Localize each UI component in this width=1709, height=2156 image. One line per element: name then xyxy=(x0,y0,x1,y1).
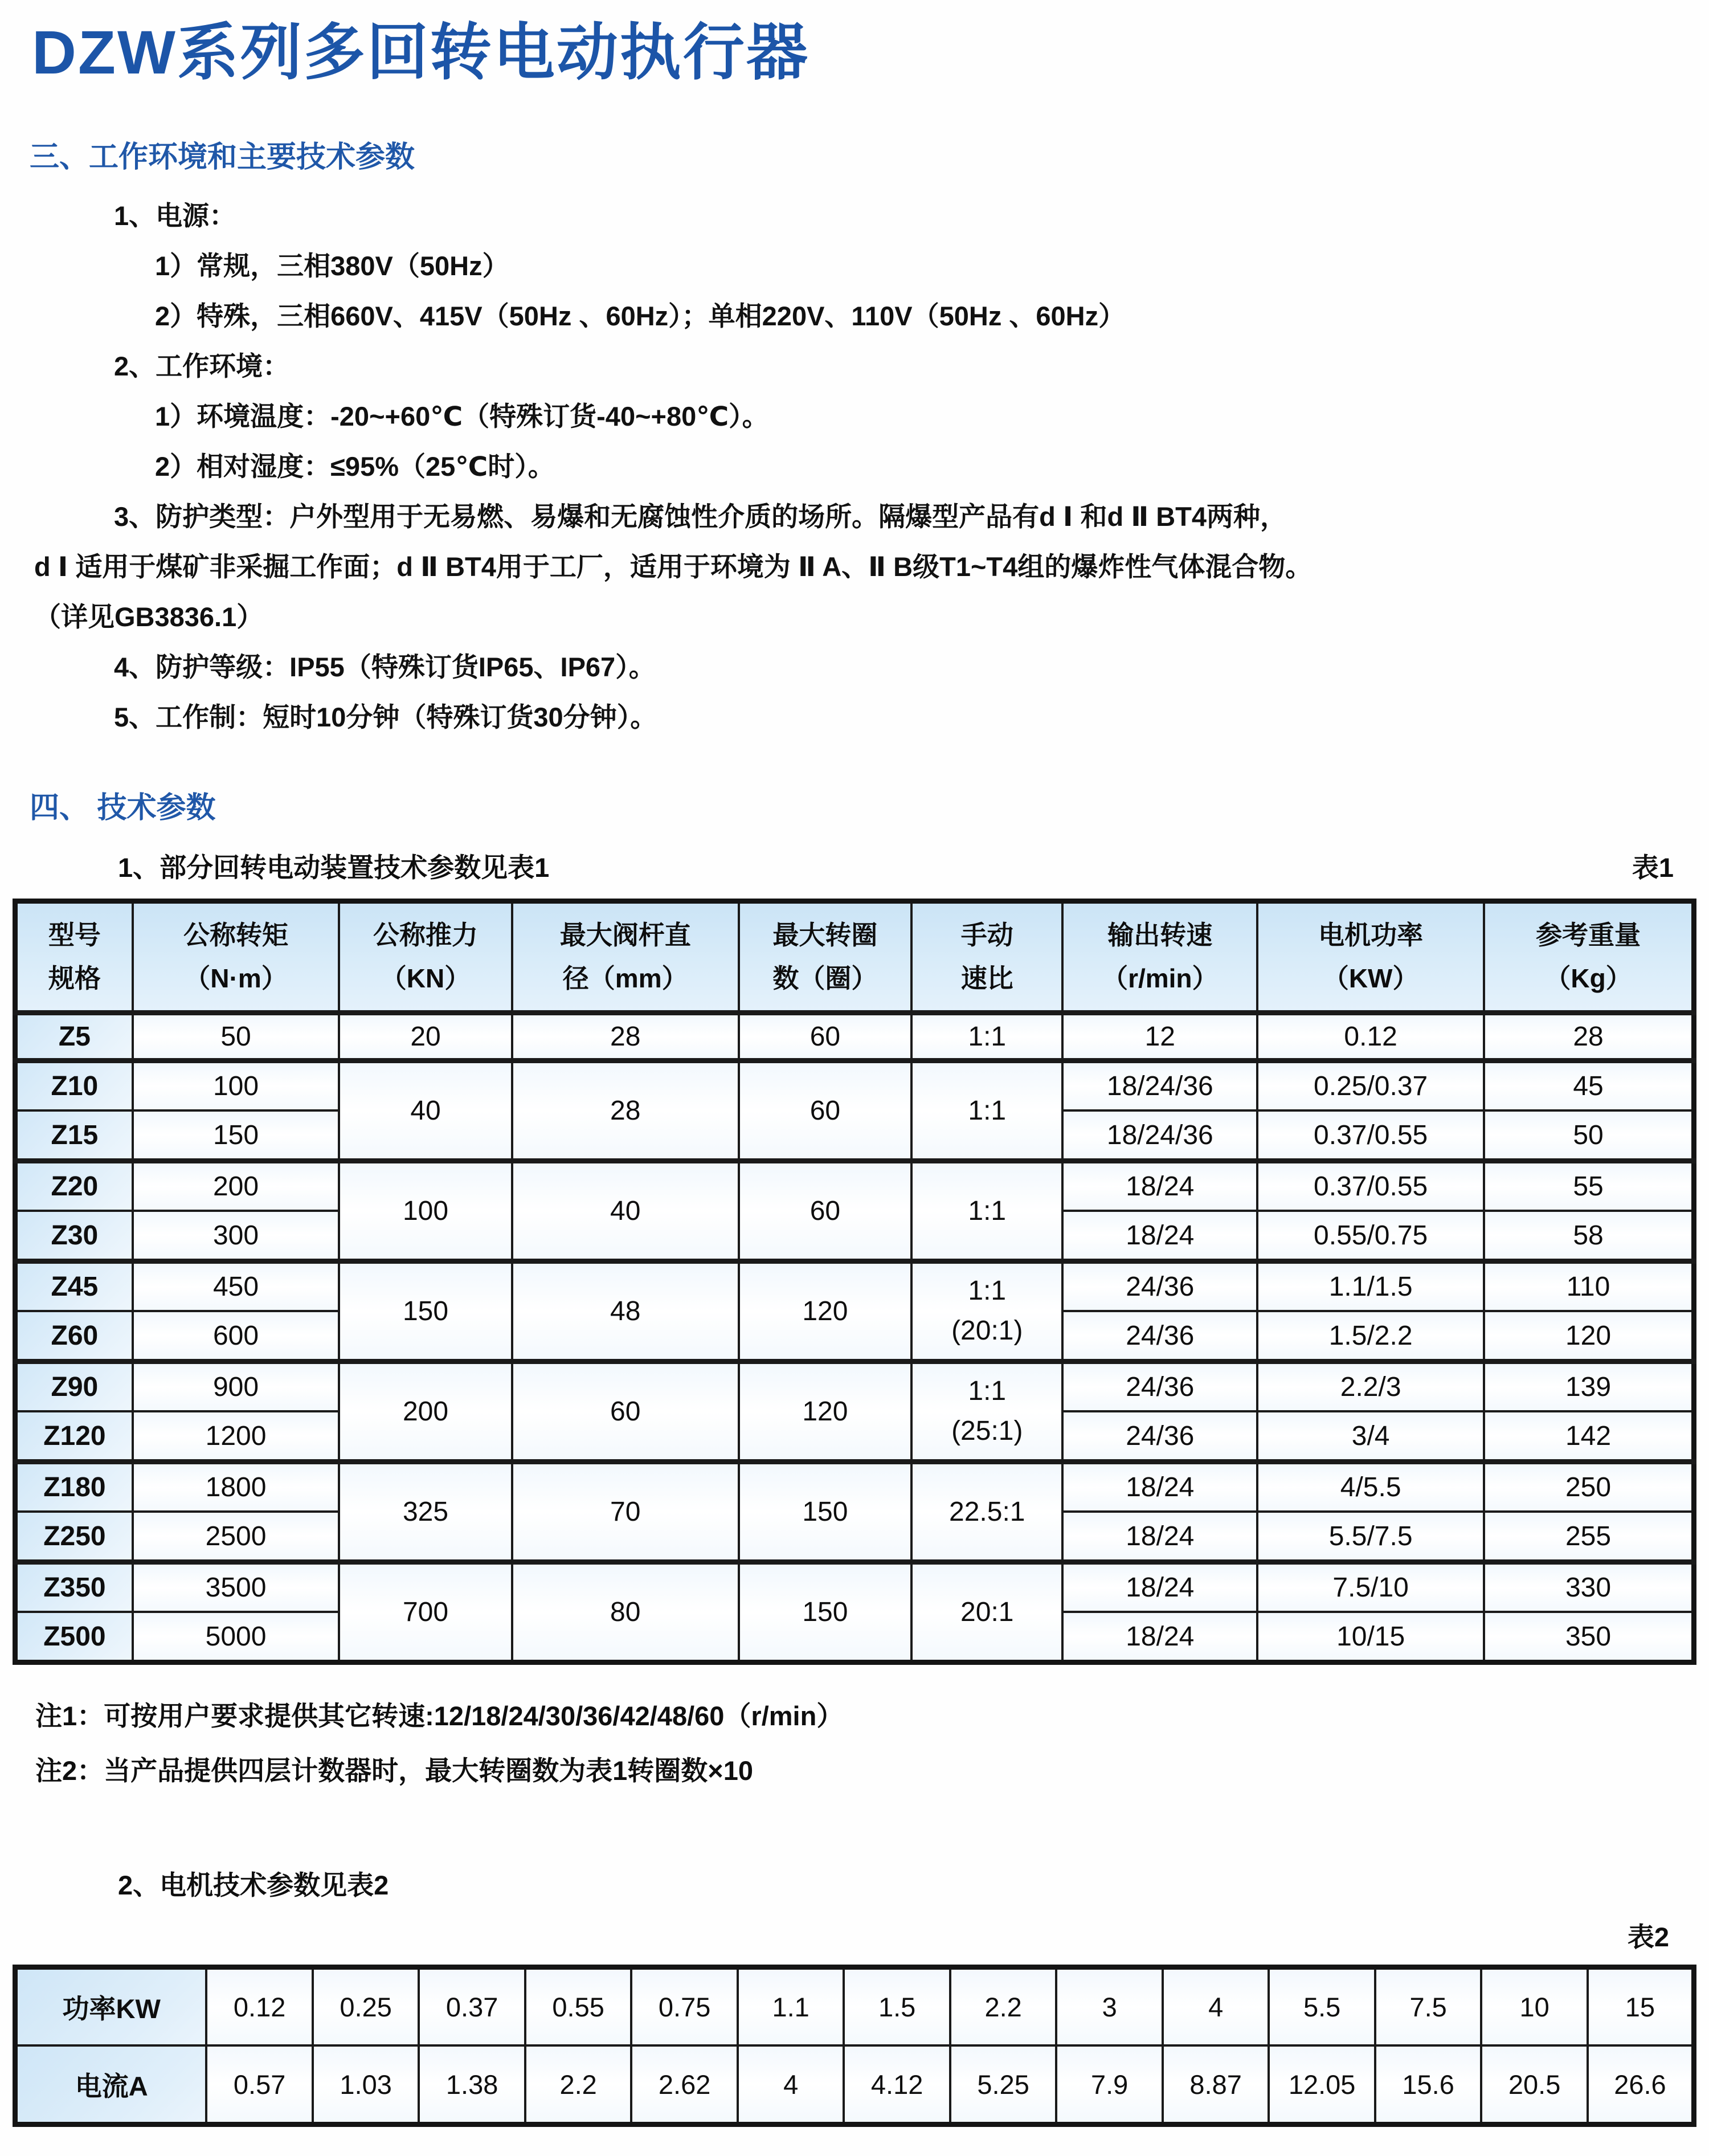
table1-data-cell: 255 xyxy=(1484,1512,1694,1562)
table1-data-cell: 55 xyxy=(1484,1161,1694,1211)
table2-data-cell: 3 xyxy=(1056,1967,1163,2045)
header-line: 公称转矩 xyxy=(183,920,289,950)
header-line: 电机功率 xyxy=(1318,920,1424,950)
header-line: 型号 xyxy=(48,920,101,950)
model-cell: Z20 xyxy=(15,1161,133,1211)
table2-data-cell: 12.05 xyxy=(1269,2045,1375,2124)
table1-header-cell xyxy=(133,901,339,1012)
table2-data-cell: 1.38 xyxy=(419,2045,525,2124)
header-line: 径（mm） xyxy=(562,963,688,994)
table1-data-cell: 200 xyxy=(133,1161,339,1211)
table1-data-cell: 18/24/36 xyxy=(1062,1060,1257,1110)
table1-data-cell: 20:1 xyxy=(911,1562,1062,1662)
table1-data-cell: 40 xyxy=(339,1060,512,1161)
table2-data-cell: 4 xyxy=(738,2045,844,2124)
table2-data-cell: 15 xyxy=(1588,1967,1694,2045)
spec-text-line: 2、工作环境： xyxy=(114,351,290,382)
table1-row xyxy=(15,1261,1694,1311)
table1-data-cell: 50 xyxy=(133,1012,339,1060)
table1-data-cell: 150 xyxy=(339,1261,512,1361)
table2-data-cell: 5.5 xyxy=(1269,1967,1375,2045)
table1-row xyxy=(15,1361,1694,1411)
table1-data-cell: 4/5.5 xyxy=(1257,1461,1484,1512)
model-cell: Z120 xyxy=(15,1411,133,1461)
table2-body xyxy=(15,1967,1694,2124)
table1-row xyxy=(15,1012,1694,1060)
table1-data-cell: 1800 xyxy=(133,1461,339,1512)
motor-parameters-table xyxy=(13,1965,1696,2127)
table1-data-cell: 300 xyxy=(133,1211,339,1261)
model-cell: Z5 xyxy=(15,1012,133,1060)
model-cell: Z180 xyxy=(15,1461,133,1512)
table1-row xyxy=(15,1562,1694,1612)
table1-data-cell: 330 xyxy=(1484,1562,1694,1612)
table1-data-cell: 700 xyxy=(339,1562,512,1662)
table1-data-cell: 10/15 xyxy=(1257,1612,1484,1662)
table1-data-cell: 60 xyxy=(739,1161,912,1261)
table1-header-cell xyxy=(739,901,912,1012)
table1-header-cell xyxy=(1062,901,1257,1012)
spec-text-line: 3、防护类型：户外型用于无易燃、易爆和无腐蚀性介质的场所。隔爆型产品有d Ⅰ 和d Ⅱ BT4两种， xyxy=(114,501,1287,532)
table2-data-cell: 0.25 xyxy=(313,1967,419,2045)
table1-body xyxy=(15,1012,1694,1662)
table1-data-cell: 58 xyxy=(1484,1211,1694,1261)
table1-caption-row xyxy=(13,847,1674,885)
table1-data-cell: 20 xyxy=(339,1012,512,1060)
table1-data-cell: 1.1/1.5 xyxy=(1257,1261,1484,1311)
model-cell: Z15 xyxy=(15,1110,133,1161)
table2-data-cell: 0.37 xyxy=(419,1967,525,2045)
table2-data-cell: 2.62 xyxy=(631,2045,738,2124)
table1-data-cell: 200 xyxy=(339,1361,512,1461)
table2-data-cell: 2.2 xyxy=(950,1967,1057,2045)
table2-data-cell: 1.1 xyxy=(738,1967,844,2045)
header-line: （N·m） xyxy=(184,963,288,994)
header-line: 最大阀杆直 xyxy=(559,920,691,950)
table1-caption: 1、部分回转电动装置技术参数见表1 xyxy=(118,852,550,883)
table1-header-cell xyxy=(911,901,1062,1012)
table1-header-cell xyxy=(1257,901,1484,1012)
table1-data-cell: 450 xyxy=(133,1261,339,1311)
table1-label: 表1 xyxy=(1632,852,1674,883)
table2-row xyxy=(15,2045,1694,2124)
note-line: 注2：当产品提供四层计数器时，最大转圈数为表1转圈数×10 xyxy=(35,1755,754,1786)
table2-row-label: 功率KW xyxy=(15,1967,207,2045)
table2-caption: 2、电机技术参数见表2 xyxy=(118,1869,389,1900)
header-line: （r/min） xyxy=(1102,963,1219,994)
table2-data-cell: 26.6 xyxy=(1588,2045,1694,2124)
table1-data-cell: 5.5/7.5 xyxy=(1257,1512,1484,1562)
model-cell: Z250 xyxy=(15,1512,133,1562)
table1-data-cell: 18/24 xyxy=(1062,1461,1257,1512)
table1-data-cell: 18/24 xyxy=(1062,1512,1257,1562)
table1-data-cell: 24/36 xyxy=(1062,1411,1257,1461)
table1-data-cell: 60 xyxy=(739,1060,912,1161)
model-cell: Z60 xyxy=(15,1311,133,1361)
model-cell: Z350 xyxy=(15,1562,133,1612)
table1-data-cell: 0.37/0.55 xyxy=(1257,1110,1484,1161)
table1-data-cell: 28 xyxy=(512,1060,739,1161)
table1-data-cell: 150 xyxy=(739,1461,912,1562)
table1-data-cell: 50 xyxy=(1484,1110,1694,1161)
table1-data-cell: 24/36 xyxy=(1062,1361,1257,1411)
header-line: （KW） xyxy=(1322,963,1419,994)
table1-data-cell: 0.25/0.37 xyxy=(1257,1060,1484,1110)
table2-data-cell: 2.2 xyxy=(525,2045,632,2124)
table2-data-cell: 7.5 xyxy=(1375,1967,1482,2045)
note-line: 注1：可按用户要求提供其它转速:12/18/24/30/36/42/48/60（r/min） xyxy=(35,1700,844,1731)
table2-data-cell: 0.55 xyxy=(525,1967,632,2045)
header-line: 规格 xyxy=(48,963,101,994)
table1-data-cell: 28 xyxy=(512,1012,739,1060)
table1-data-cell: 100 xyxy=(339,1161,512,1261)
section-heading-working-environment: 三、工作环境和主要技术参数 xyxy=(30,141,415,174)
table2-data-cell: 10 xyxy=(1481,1967,1588,2045)
header-line: 数（圈） xyxy=(772,963,878,994)
table1-data-cell: 40 xyxy=(512,1161,739,1261)
table1-data-cell: 48 xyxy=(512,1261,739,1361)
table1-header-cell xyxy=(512,901,739,1012)
section-heading-technical-parameters: 四、 技术参数 xyxy=(30,791,216,825)
table1-data-cell: 900 xyxy=(133,1361,339,1411)
table2-data-cell: 1.5 xyxy=(844,1967,950,2045)
spec-text-line: 2）相对湿度：≤95%（25℃时）。 xyxy=(155,451,555,482)
page-title: DZW系列多回转电动执行器 xyxy=(32,18,809,87)
table1-data-cell: 18/24 xyxy=(1062,1562,1257,1612)
table1-data-cell: 150 xyxy=(739,1562,912,1662)
spec-text-line: 1）环境温度：-20~+60℃（特殊订货-40~+80℃）。 xyxy=(155,401,769,432)
table1-data-cell: 12 xyxy=(1062,1012,1257,1060)
table1-header-cell xyxy=(339,901,512,1012)
table1-data-cell: 60 xyxy=(739,1012,912,1060)
model-cell: Z30 xyxy=(15,1211,133,1261)
table1-row xyxy=(15,1461,1694,1512)
header-line: （Kg） xyxy=(1544,963,1632,994)
table2-data-cell: 0.75 xyxy=(631,1967,738,2045)
table1-data-cell: 2500 xyxy=(133,1512,339,1562)
table1-data-cell: 0.12 xyxy=(1257,1012,1484,1060)
table1-data-cell: 3500 xyxy=(133,1562,339,1612)
actuator-parameters-table xyxy=(13,899,1696,1665)
table1-row xyxy=(15,1161,1694,1211)
table1-data-cell: 1:1 xyxy=(911,1060,1062,1161)
table1-data-cell: 2.2/3 xyxy=(1257,1361,1484,1411)
table1-data-cell: 70 xyxy=(512,1461,739,1562)
table1-data-cell: 139 xyxy=(1484,1361,1694,1411)
table2-data-cell: 4.12 xyxy=(844,2045,950,2124)
table2-data-cell: 15.6 xyxy=(1375,2045,1482,2124)
table2-row-label: 电流A xyxy=(15,2045,207,2124)
spec-text-block xyxy=(13,191,1696,742)
table2-data-cell: 4 xyxy=(1163,1967,1269,2045)
table1-data-cell: 60 xyxy=(512,1361,739,1461)
model-cell: Z500 xyxy=(15,1612,133,1662)
table1-data-cell: 80 xyxy=(512,1562,739,1662)
model-cell: Z45 xyxy=(15,1261,133,1311)
cell-line: 1:1 xyxy=(968,1276,1007,1306)
table1-data-cell: 325 xyxy=(339,1461,512,1562)
table1-data-cell: 7.5/10 xyxy=(1257,1562,1484,1612)
table1-data-cell: 120 xyxy=(739,1261,912,1361)
table1-data-cell: 150 xyxy=(133,1110,339,1161)
table1-data-cell: 0.55/0.75 xyxy=(1257,1211,1484,1261)
spec-text-line: d Ⅰ 适用于煤矿非采掘工作面；d Ⅱ BT4用于工厂，适用于环境为 Ⅱ A、Ⅱ B级T1~T4组的爆炸性气体混合物。 xyxy=(34,552,1313,582)
spec-text-line: 2）特殊，三相660V、415V（50Hz 、60Hz）；单相220V、110V（50Hz 、60Hz） xyxy=(155,301,1126,332)
table1-data-cell: 22.5:1 xyxy=(911,1461,1062,1562)
table1-data-cell: 250 xyxy=(1484,1461,1694,1512)
table1-data-cell: 45 xyxy=(1484,1060,1694,1110)
spec-text-line: 4、防护等级：IP55（特殊订货IP65、IP67）。 xyxy=(114,652,656,683)
table1-header-row xyxy=(15,901,1694,1012)
header-line: 输出转速 xyxy=(1107,920,1213,950)
model-cell: Z10 xyxy=(15,1060,133,1110)
table1-data-cell: 28 xyxy=(1484,1012,1694,1060)
cell-line: (20:1) xyxy=(951,1316,1023,1346)
table1-data-cell: 1:1 xyxy=(911,1012,1062,1060)
table2-data-cell: 8.87 xyxy=(1163,2045,1269,2124)
table1-data-cell: 1.5/2.2 xyxy=(1257,1311,1484,1361)
table1-data-cell: 18/24 xyxy=(1062,1612,1257,1662)
table1-data-cell xyxy=(911,1361,1062,1461)
table1-data-cell: 18/24 xyxy=(1062,1211,1257,1261)
table1-data-cell: 24/36 xyxy=(1062,1261,1257,1311)
table1-data-cell: 350 xyxy=(1484,1612,1694,1662)
table2-data-cell: 7.9 xyxy=(1056,2045,1163,2124)
table1-data-cell: 142 xyxy=(1484,1411,1694,1461)
spec-text-line: 5、工作制：短时10分钟（特殊订货30分钟）。 xyxy=(114,702,657,733)
table1-data-cell: 1200 xyxy=(133,1411,339,1461)
table2-row xyxy=(15,1967,1694,2045)
table1-data-cell: 600 xyxy=(133,1311,339,1361)
spec-text-line: 1）常规，三相380V（50Hz） xyxy=(155,251,509,281)
table2-label: 表2 xyxy=(1627,1921,1669,1952)
spec-text-line: 1、电源： xyxy=(114,201,236,231)
header-line: （KN） xyxy=(380,963,471,994)
table2-data-cell: 20.5 xyxy=(1481,2045,1588,2124)
header-line: 速比 xyxy=(960,963,1013,994)
table1-data-cell: 100 xyxy=(133,1060,339,1110)
table2-data-cell: 0.12 xyxy=(206,1967,313,2045)
header-line: 最大转圈 xyxy=(772,920,878,950)
table1-notes xyxy=(35,1689,1696,1798)
table2-data-cell: 5.25 xyxy=(950,2045,1057,2124)
table1-data-cell: 18/24/36 xyxy=(1062,1110,1257,1161)
model-cell: Z90 xyxy=(15,1361,133,1411)
table1-header-cell xyxy=(15,901,133,1012)
table1-row xyxy=(15,1060,1694,1110)
cell-line: (25:1) xyxy=(951,1416,1023,1447)
header-line: 参考重量 xyxy=(1536,920,1641,950)
table1-data-cell: 24/36 xyxy=(1062,1311,1257,1361)
table1-data-cell: 18/24 xyxy=(1062,1161,1257,1211)
header-line: 手动 xyxy=(960,920,1013,950)
table1-data-cell: 120 xyxy=(1484,1311,1694,1361)
cell-line: 1:1 xyxy=(968,1376,1007,1407)
table1-data-cell: 3/4 xyxy=(1257,1411,1484,1461)
table1-data-cell: 0.37/0.55 xyxy=(1257,1161,1484,1211)
table2-data-cell: 1.03 xyxy=(313,2045,419,2124)
table1-data-cell: 1:1 xyxy=(911,1161,1062,1261)
spec-text-line: （详见GB3836.1） xyxy=(34,602,264,632)
table1-data-cell xyxy=(911,1261,1062,1361)
table2-data-cell: 0.57 xyxy=(206,2045,313,2124)
table1-data-cell: 110 xyxy=(1484,1261,1694,1311)
table1-data-cell: 120 xyxy=(739,1361,912,1461)
table1-data-cell: 5000 xyxy=(133,1612,339,1662)
table1-header-cell xyxy=(1484,901,1694,1012)
header-line: 公称推力 xyxy=(373,920,479,950)
